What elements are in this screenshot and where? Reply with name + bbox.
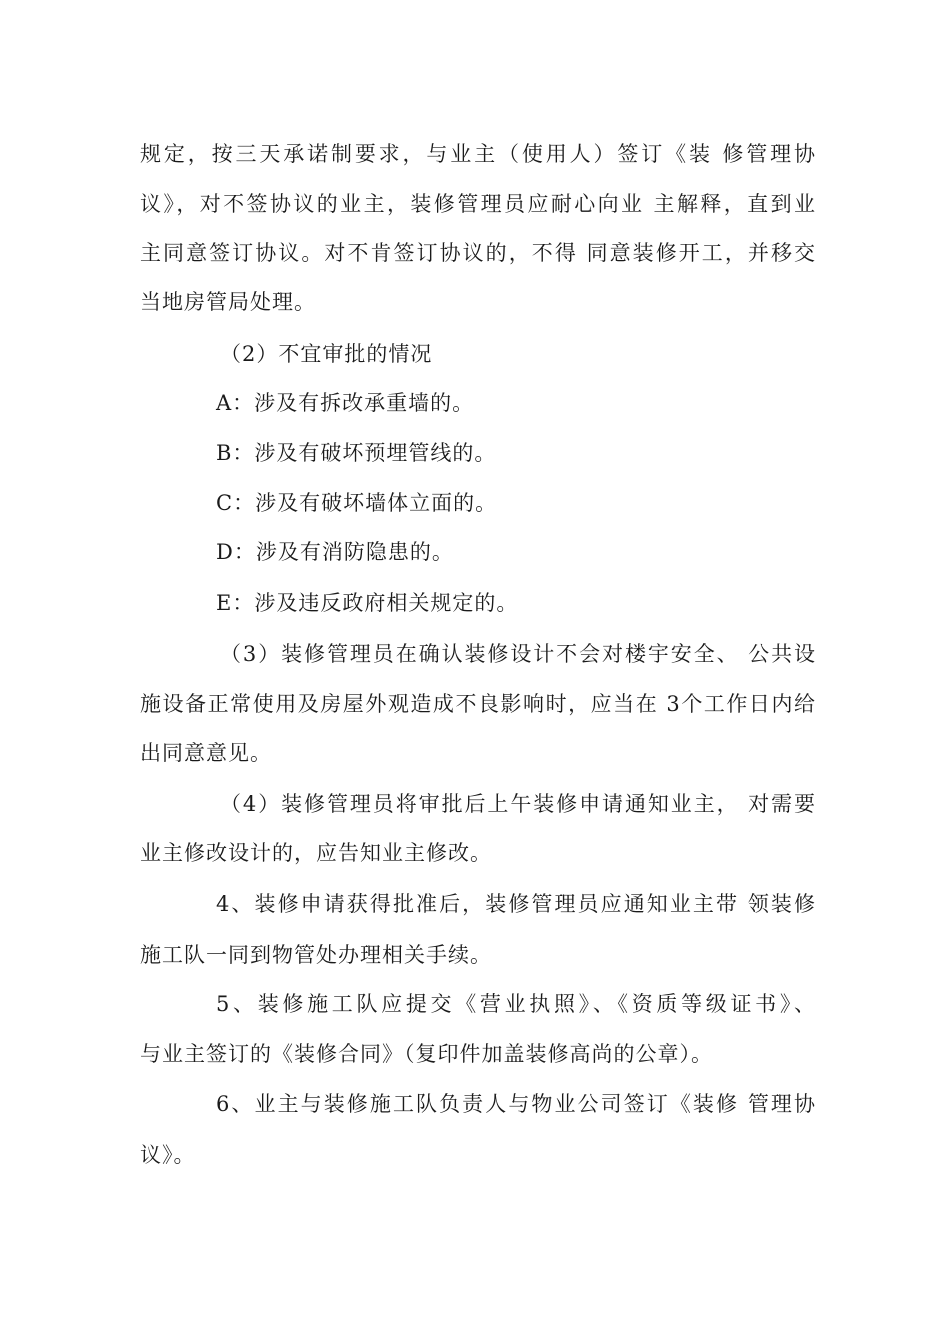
list-item: C：涉及有破坏墙体立面的。 (216, 491, 498, 515)
paragraph-line: 6、业主与装修施工队负责人与物业公司签订《装修 管理协 (216, 1092, 816, 1116)
section-heading: （2）不宜审批的情况 (220, 342, 433, 366)
paragraph-line: 规定，按三天承诺制要求，与业主（使用人）签订《装 修管理协 (140, 142, 816, 166)
paragraph-line: 4、装修申请获得批准后，装修管理员应通知业主带 领装修 (216, 892, 816, 916)
paragraph-line: 议》，对不签协议的业主，装修管理员应耐心向业 主解释，直到业 (140, 192, 816, 216)
paragraph-line: 议》。 (140, 1143, 196, 1167)
paragraph-line: 业主修改设计的，应告知业主修改。 (140, 841, 492, 865)
paragraph-line: 5、装修施工队应提交《营业执照》、《资质等级证书》、 (216, 992, 816, 1016)
list-item: B：涉及有破坏预埋管线的。 (216, 441, 497, 465)
paragraph-line: 主同意签订协议。对不肯签订协议的，不得 同意装修开工，并移交 (140, 241, 816, 265)
paragraph-line: 出同意意见。 (140, 741, 272, 765)
paragraph-line: 与业主签订的《装修合同》（复印件加盖装修高尚的公章）。 (140, 1042, 713, 1066)
paragraph-line: 当地房管局处理。 (140, 290, 316, 314)
list-item: D：涉及有消防隐患的。 (216, 540, 454, 564)
list-item: E：涉及违反政府相关规定的。 (216, 591, 519, 615)
paragraph-line: 施设备正常使用及房屋外观造成不良影响时，应当在 3个工作日内给 (140, 692, 816, 716)
paragraph-line: （4）装修管理员将审批后上午装修申请通知业主， 对需要 (220, 792, 816, 816)
list-item: A：涉及有拆改承重墙的。 (216, 391, 475, 415)
paragraph-line: 施工队一同到物管处办理相关手续。 (140, 943, 492, 967)
paragraph-line: （3）装修管理员在确认装修设计不会对楼宇安全、 公共设 (220, 642, 816, 666)
